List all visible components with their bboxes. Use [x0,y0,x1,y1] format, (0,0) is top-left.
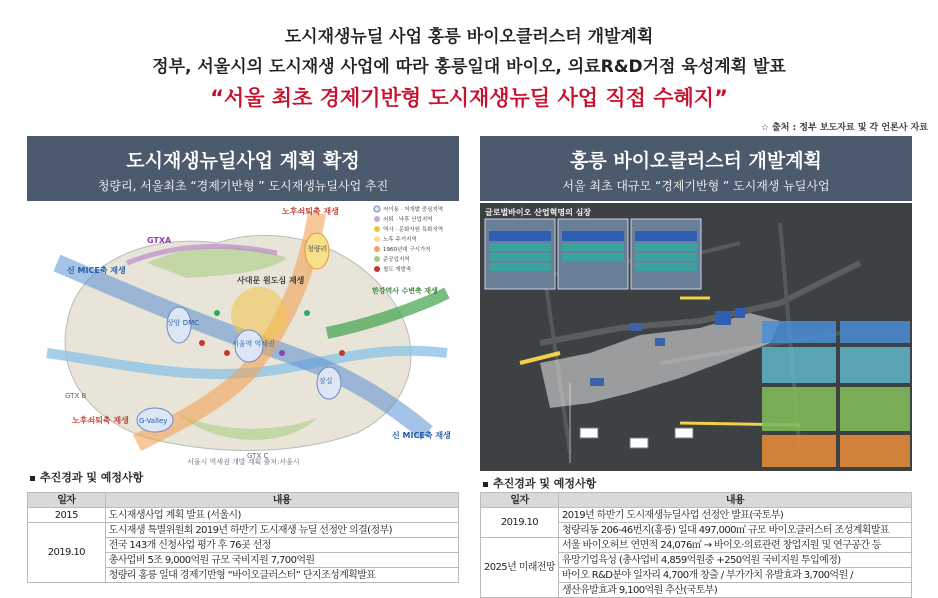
map-label-downtown: 사대문 원도심 재생 [237,276,305,285]
row-item: 생산유발효과 9,100억원 추산(국토부) [558,583,911,598]
map-label-aging-south: 노후쇠퇴축 재생 [72,416,129,425]
row-item: 청량리동 206-46번지(홍릉) 일대 497,000㎡ 규모 바이오클러스터 조성계획발표 [558,523,911,538]
right-panel-subtitle: 서울 최초 대규모 “경제기반형 ” 도시재생 뉴딜사업 [562,179,830,193]
map-label-cheongnyangni: 청량리 [307,245,328,253]
table-row [28,523,459,538]
col-date: 일자 [481,493,559,508]
map-label-gtxa: GTXA [147,236,172,245]
legend-item-4: 노후 주거지역 [383,237,417,243]
map-label-gtxc: GTX C [247,452,269,460]
row-date: 2019.10 [28,523,106,583]
left-section-text: 추진경과 및 예정사항 [40,471,144,484]
legend-item-7: 철도 개발축 [383,267,412,273]
col-date: 일자 [28,493,106,508]
left-progress-table [27,492,459,583]
row-item: 유망기업육성 (총사업비 4,859억원중 +250억원 국비지원 투입예정) [558,553,911,568]
right-section-heading [483,475,596,491]
legend-item-1: 저이용 · 저개발 중심지역 [383,207,444,213]
map-legend [374,205,443,273]
row-item: 도시재생사업 계획 발표 (서울시) [105,508,458,523]
seoul-map-graphic [27,203,459,465]
map-label-seoulstation: 서울역 역세권 [232,340,275,348]
row-date: 2025년 미래전망 [481,538,559,598]
row-item: 총사업비 5조 9,000억원 규모 국비지원 7,700억원 [105,553,458,568]
col-content: 내용 [558,493,911,508]
left-panel-header [27,136,459,201]
row-date: 2019.10 [481,508,559,538]
left-panel-title: 도시재생뉴딜사업 계획 확정 [126,150,360,172]
table-header-row [28,493,459,508]
table-row [28,508,459,523]
row-item: 2019년 하반기 도시재생뉴딜사업 선정안 발표(국토부) [558,508,911,523]
map-label-mice-west: 신 MICE축 재생 [67,266,126,275]
map-label-gvalley: G-Valley [139,417,168,425]
map-label-sangam: 상암 DMC [167,319,200,327]
seoul-regeneration-map [27,203,459,465]
row-item: 전국 143개 신청사업 평가 후 76곳 선정 [105,538,458,553]
col-content: 내용 [105,493,458,508]
legend-item-6: 준공업지역 [383,257,410,263]
row-item: 청량리 홍릉 일대 경제기반형 “바이오클러스터” 단지조성계획발표 [105,568,458,583]
left-panel-subtitle: 청량리, 서울최초 “경제기반형 ” 도시재생뉴딜사업 추진 [97,179,389,193]
hongneung-cluster-map [480,203,912,471]
right-panel-header [480,136,912,201]
map-label-riverside: 한강역사 수변축 재생 [372,287,438,295]
map-label-gtxb: GTX B [65,392,87,400]
header-headline: “서울 최초 경제기반형 도시재생뉴딜 사업 직접 수혜지” [210,86,728,110]
right-panel-title: 홍릉 바이오클러스터 개발계획 [570,150,822,172]
right-progress-table [480,492,912,598]
cluster-map-title: 글로벌바이오 산업혁명의 심장 [485,208,592,217]
map-label-mice-east: 신 MICE축 재생 [392,431,451,440]
legend-item-3: 역사 · 문화자원 특화지역 [383,227,444,233]
row-date: 2015 [28,508,106,523]
row-item: 바이오 R&D분야 일자리 4,700개 창출 / 부가가치 유발효과 3,700억원 / [558,568,911,583]
right-section-text: 추진경과 및 예정사항 [493,477,597,490]
map-caption: 서울시 역세권 개발 계획 출처:서울시 [187,458,300,465]
table-row [481,538,912,553]
legend-item-2: 쇠퇴 · 낙후 산업지역 [383,217,433,223]
table-row [481,508,912,523]
map-label-jamsil: 잠실 [319,377,333,385]
source-note: ☆ 출처 : 정부 보도자료 및 각 언론사 자료 [760,123,928,133]
header-line-2: 정부, 서울시의 도시재생 사업에 따라 홍릉일대 바이오, 의료R&D거점 육성계획 발표 [152,57,786,77]
left-section-heading [30,469,143,485]
hongneung-map-graphic [480,203,912,471]
map-label-aging-north: 노후쇠퇴축 재생 [282,207,339,216]
row-item: 서울 바이오허브 연면적 24,076㎡ → 바이오·의료관련 창업지원 및 연구공간 등 [558,538,911,553]
row-item: 도시재생 특별위원회 2019년 하반기 도시재생 뉴딜 선정안 의결(정부) [105,523,458,538]
legend-item-5: 1960년대 구시가지 [383,247,431,253]
header-line-1: 도시재생뉴딜 사업 홍릉 바이오클러스터 개발계획 [284,27,654,47]
table-header-row [481,493,912,508]
